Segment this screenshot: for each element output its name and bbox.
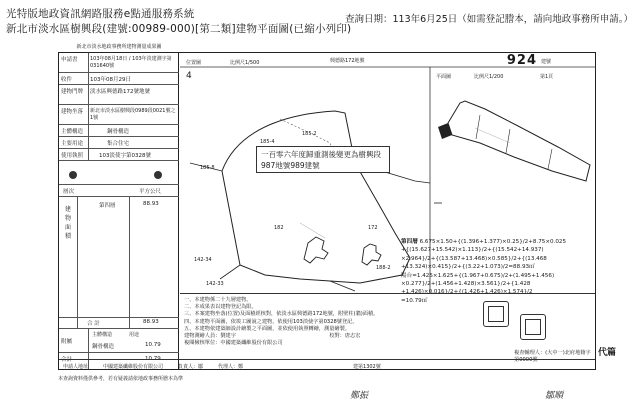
- corner-stamp: 代篇: [598, 348, 617, 358]
- info-table: [59, 53, 179, 369]
- parcel-label: 142-33: [206, 281, 224, 287]
- unit-plan-shape: [438, 101, 590, 181]
- area-table: [59, 197, 179, 329]
- position-label: 位置圖: [186, 60, 202, 66]
- row-value: 集合住宅: [107, 141, 130, 147]
- stamp-mark: [154, 171, 162, 179]
- plan-label: 平面圖: [436, 74, 452, 80]
- scale-right: 比例尺1/200: [474, 74, 504, 80]
- att-col: 主體構造: [92, 332, 113, 338]
- sum-value: 10.79: [145, 356, 161, 362]
- scale-left: 比例尺1/500: [230, 60, 260, 66]
- row-key: 使用執照: [61, 153, 84, 159]
- signature-right: 鄒順: [545, 391, 564, 401]
- system-title: 光特版地政資訊網路服務e點通服務系統: [6, 8, 195, 20]
- calc-line: +{(15.627+15.542)×1.113}/2+{(15.542+14.937): [401, 247, 544, 254]
- area-header: [59, 185, 179, 197]
- row-key: 建物坐落: [61, 109, 84, 115]
- renumbering-note: 一百零六年度歸重測後變更為樹興段987地號989建號: [256, 146, 390, 173]
- surveyor-line: 建物測繪人員：劉建宇 校對：唐志宏: [184, 333, 361, 340]
- table-row: [59, 161, 179, 185]
- calc-line: ×0.277}/2+(1.456+1.428)×3.561}/2+{1.428: [401, 281, 531, 288]
- row-value: 103年08月18日 / 103年淡建測字第031640號: [90, 56, 172, 69]
- row-key: 主要用途: [61, 141, 84, 147]
- table-row: [59, 85, 179, 105]
- att-value: 10.79: [145, 342, 161, 348]
- parcel-label: 185-8: [200, 165, 215, 171]
- footer-note: 三、本案建物坐落(位置)及面積經核對，依淡水區興德路172地號，附壁柱(牆)面積。: [184, 311, 379, 318]
- parcel-label: 185-4: [260, 139, 275, 145]
- area-head-right: 平方公尺: [139, 189, 162, 195]
- row-value: 鋼骨構造: [107, 129, 130, 135]
- survey-sheet: [58, 44, 596, 370]
- form-title: 新北市淡水地政事務所建物測量成果圖: [76, 44, 162, 50]
- area-row-value: 88.93: [143, 201, 159, 207]
- row-key: 建物門牌: [61, 89, 84, 95]
- applicant-strip: [59, 359, 595, 369]
- footer-note: 四、本建物平面圖，依竣工圖說之建物，依使用103淡使字第0328號登記。: [184, 318, 358, 325]
- footer-note: 二、本成果表以建物登記為限。: [184, 304, 257, 311]
- footer-notes: [180, 293, 595, 369]
- page-header: [0, 0, 640, 40]
- footer-note: 五、本建物依建築師設計繪製之平面圖，並依使用執照轉繪，測量繪製。: [184, 325, 351, 332]
- road-label: 興德路172地號: [330, 58, 365, 64]
- row-value: 新北市淡水區樹興段0989段0021號之1號: [90, 108, 176, 121]
- stamp-mark: [69, 171, 77, 179]
- disclaimer: 本查詢資料僅供參考，若有疑義請依地政事務所謄本為準: [58, 376, 184, 382]
- total-label: 合 計: [87, 321, 100, 327]
- table-row: [59, 105, 179, 125]
- calc-line: ×2.964}/2+{(13.587+13.468)×0.585}/2+{(13.468: [401, 255, 547, 262]
- table-row: [59, 149, 179, 161]
- building-footprint-icon: [304, 237, 381, 265]
- sum-label: 合計: [61, 357, 73, 363]
- area-row-label: 第四層: [99, 203, 116, 209]
- att-material: 鋼骨構造: [92, 344, 115, 350]
- att-col: 用途: [129, 332, 140, 338]
- row-value: 103年08月29日: [90, 77, 131, 83]
- row-key: 主體構造: [61, 129, 84, 135]
- calc-lead: 第四層: [401, 239, 418, 245]
- parcel-label: 172: [368, 225, 378, 231]
- area-head-left: 層次: [63, 189, 75, 195]
- building-number: 924: [506, 53, 537, 68]
- parcel-label: 142-34: [194, 257, 212, 263]
- calc-line: +1.426)×0.016}/2+{(1.426+1.426)×1.574}/2: [401, 289, 533, 296]
- north-arrow-icon: 4: [186, 71, 192, 81]
- reviewer-line: 複閱檢核單位：中國建築纖維股份有限公司: [184, 340, 283, 347]
- row-key: 申請書: [61, 57, 78, 63]
- calc-line: =10.79㎡: [401, 297, 428, 304]
- att-label: 附屬: [61, 339, 73, 345]
- document-title: 新北市淡水區樹興段(建號:00989-000)[第二類]建物平面圖(已縮小列印): [6, 23, 352, 35]
- signature-left: 鄭振: [350, 391, 369, 401]
- calc-line: 6.675×1.50+{(1.396+1.377)×0.25}/2+8.75×0.025: [419, 239, 567, 245]
- area-col-label: 建物面積: [65, 206, 72, 240]
- table-row: [59, 137, 179, 149]
- calc-line: +13.324)×0.415}/2+{(3.22+1.073)/2=88.93㎡: [401, 264, 535, 271]
- sheet-label: 第1頁: [540, 74, 554, 80]
- calc-line: 陽台=1.425×1.625+{(1.967+0.675)/2+(1.495+1.456): [401, 272, 555, 279]
- table-row: [59, 329, 179, 353]
- footer-note: 一、本建物係二十九層建物。: [184, 297, 252, 303]
- parcel-label: 185-2: [302, 131, 317, 137]
- table-row: [59, 73, 179, 85]
- table-row: [59, 53, 179, 73]
- checker-line: 複查輔理人：(大中一)北府地籍字第0000號: [514, 350, 591, 364]
- official-seal-icon: [483, 301, 509, 327]
- total-value: 88.93: [143, 319, 159, 325]
- applicant-text: 申請人地址 中國建築纖維股份有限公司 負責人：鄒 代理人：鄭 建第1302號: [63, 364, 381, 370]
- parcel-label: 182: [274, 225, 284, 231]
- row-value: 103淡使字第0328號: [99, 153, 151, 159]
- row-value: 淡水區興德路172號地號: [90, 89, 150, 95]
- row-key: 收件: [61, 77, 73, 83]
- parcel-label: 188-2: [376, 265, 391, 271]
- query-date: 查詢日期：113年6月25日（如需登記謄本，請向地政事務所申請。）: [345, 14, 634, 25]
- official-seal-icon: [520, 314, 546, 340]
- building-number-unit: 建號: [540, 59, 551, 65]
- table-row: [59, 125, 179, 137]
